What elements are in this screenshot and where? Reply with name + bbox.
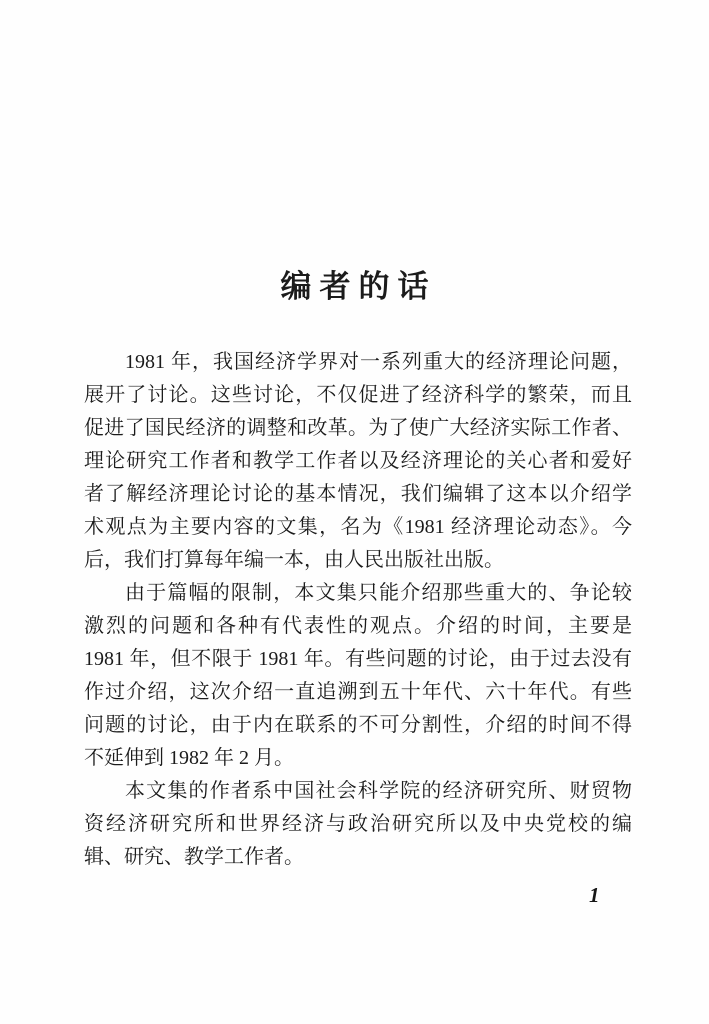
text-line: 1981 年，我国经济学界对一系列重大的经济理论问题， <box>125 351 632 373</box>
text-line: 作过介绍，这次介绍一直追溯到五十年代、六十年代。有些 <box>84 681 632 703</box>
page-title: 编者的话 <box>280 269 437 304</box>
text-line: 问题的讨论，由于内在联系的不可分割性，介绍的时间不得 <box>84 714 632 736</box>
text-line: 激烈的问题和各种有代表性的观点。介绍的时间，主要是 <box>84 615 632 637</box>
text-line: 展开了讨论。这些讨论，不仅促进了经济科学的繁荣，而且 <box>84 384 632 406</box>
text-line: 术观点为主要内容的文集，名为《1981 经济理论动态》。今 <box>84 516 632 538</box>
text-line: 不延伸到 1982 年 2 月。 <box>84 747 294 769</box>
text-line: 辑、研究、教学工作者。 <box>84 846 304 868</box>
page-number: 1 <box>589 883 600 907</box>
text-line: 理论研究工作者和教学工作者以及经济理论的关心者和爱好 <box>84 450 632 472</box>
body-text <box>84 346 632 874</box>
text-line: 后，我们打算每年编一本，由人民出版社出版。 <box>84 549 504 571</box>
text-line: 1981 年，但不限于 1981 年。有些问题的讨论，由于过去没有 <box>84 648 632 670</box>
text-line: 促进了国民经济的调整和改革。为了使广大经济实际工作者、 <box>84 417 632 439</box>
text-line: 资经济研究所和世界经济与政治研究所以及中央党校的编 <box>84 813 632 835</box>
text-line: 由于篇幅的限制，本文集只能介绍那些重大的、争论较 <box>125 582 632 604</box>
text-line: 本文集的作者系中国社会科学院的经济研究所、财贸物 <box>125 780 632 802</box>
text-line: 者了解经济理论讨论的基本情况，我们编辑了这本以介绍学 <box>84 483 632 505</box>
